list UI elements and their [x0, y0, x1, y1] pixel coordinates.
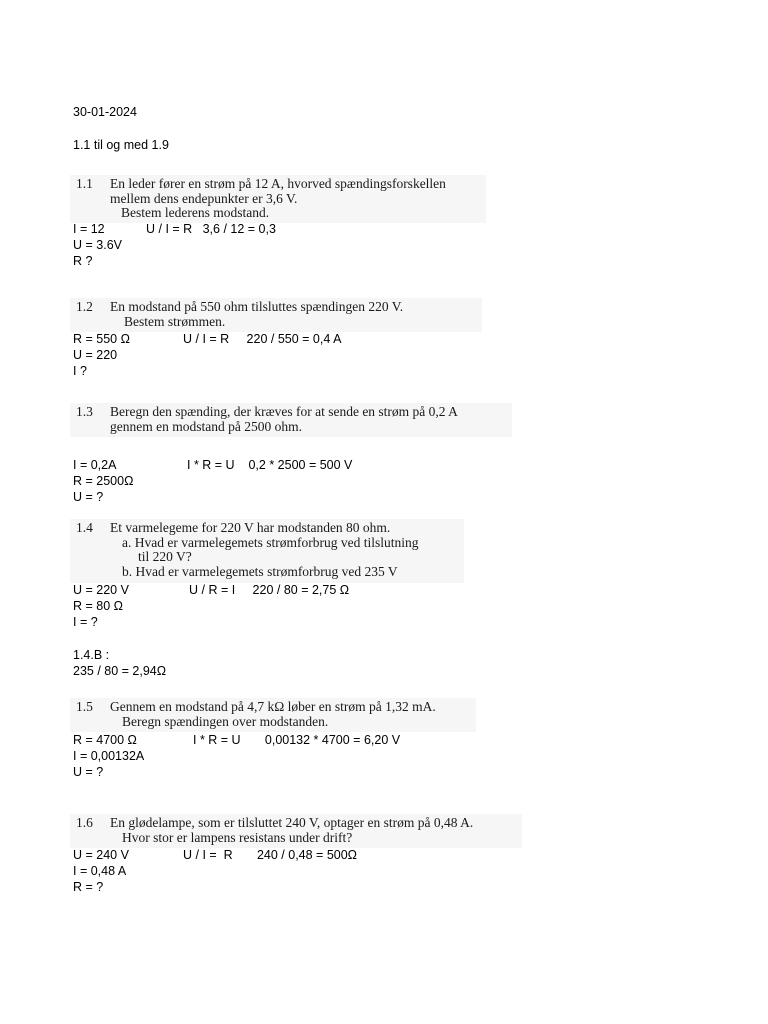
document-subtitle: 1.1 til og med 1.9	[73, 138, 169, 152]
problem-text-line: En leder fører en strøm på 12 A, hvorved spændingsforskellen	[110, 176, 446, 191]
problem-1-6-scan	[70, 814, 522, 848]
given-1: I = 0,2A	[73, 458, 117, 472]
problem-number: 1.1	[76, 176, 93, 191]
given-1: I = 12	[73, 222, 105, 236]
given-3: I ?	[73, 364, 87, 378]
problem-1-4-scan	[70, 519, 464, 583]
problem-text-line: a. Hvad er varmelegemets strømforbrug ved tilslutning	[122, 534, 419, 550]
given-2: I = 0,48 A	[73, 864, 127, 878]
given-3: U = ?	[73, 490, 104, 504]
problem-text-line: En modstand på 550 ohm tilsluttes spændingen 220 V.	[110, 299, 404, 314]
problem-1-2-scan	[70, 298, 482, 332]
problem-text-line: gennem en modstand på 2500 ohm.	[110, 418, 302, 434]
given-3: U = ?	[73, 765, 104, 779]
calculation: U / R = I 220 / 80 = 2,75 Ω	[189, 583, 350, 597]
subquestion-label: 1.4.B :	[73, 648, 110, 662]
given-1: U = 220 V	[73, 583, 129, 597]
problem-text-line: Hvor stor er lampens resistans under drift?	[122, 829, 353, 845]
problem-text-line: Bestem strømmen.	[124, 313, 226, 329]
problem-number: 1.3	[76, 404, 93, 419]
calculation: U / I = R 240 / 0,48 = 500Ω	[183, 848, 358, 862]
subquestion-calculation: 235 / 80 = 2,94Ω	[73, 664, 167, 678]
problem-text-line: mellem dens endepunkter er 3,6 V.	[110, 190, 298, 206]
problem-text-line: til 220 V?	[138, 549, 192, 564]
given-3: I = ?	[73, 615, 98, 629]
given-2: U = 220	[73, 348, 118, 362]
problem-number: 1.6	[76, 815, 93, 830]
given-2: R = 2500Ω	[73, 474, 134, 488]
problem-text-line: b. Hvad er varmelegemets strømforbrug ved 235 V	[122, 563, 398, 579]
given-2: U = 3.6V	[73, 238, 122, 252]
given-3: R = ?	[73, 880, 104, 894]
problem-text-line: Et varmelegeme for 220 V har modstanden 80 ohm.	[110, 520, 391, 535]
given-1: R = 4700 Ω	[73, 733, 137, 747]
problem-number: 1.5	[76, 699, 93, 714]
calculation: I * R = U 0,00132 * 4700 = 6,20 V	[193, 733, 401, 747]
problem-text-line: Beregn spændingen over modstanden.	[122, 713, 329, 729]
problem-text-line: Bestem lederens modstand.	[121, 205, 270, 220]
given-3: R ?	[73, 254, 93, 268]
problem-text-line: Beregn den spænding, der kræves for at sende en strøm på 0,2 A	[110, 404, 458, 419]
calculation: U / I = R 3,6 / 12 = 0,3	[146, 222, 276, 236]
given-1: U = 240 V	[73, 848, 129, 862]
problem-1-3-scan	[70, 403, 512, 437]
problem-number: 1.4	[76, 520, 93, 535]
problem-number: 1.2	[76, 299, 93, 314]
problem-text-line: En glødelampe, som er tilsluttet 240 V, optager en strøm på 0,48 A.	[110, 815, 474, 830]
document-date: 30-01-2024	[73, 105, 137, 119]
problem-1-5-scan	[70, 698, 476, 732]
given-2: R = 80 Ω	[73, 599, 123, 613]
given-2: I = 0,00132A	[73, 749, 145, 763]
problem-1-1-scan	[70, 175, 486, 223]
calculation: U / I = R 220 / 550 = 0,4 A	[183, 332, 342, 346]
calculation: I * R = U 0,2 * 2500 = 500 V	[187, 458, 353, 472]
problem-text-line: Gennem en modstand på 4,7 kΩ løber en strøm på 1,32 mA.	[110, 699, 436, 714]
given-1: R = 550 Ω	[73, 332, 130, 346]
